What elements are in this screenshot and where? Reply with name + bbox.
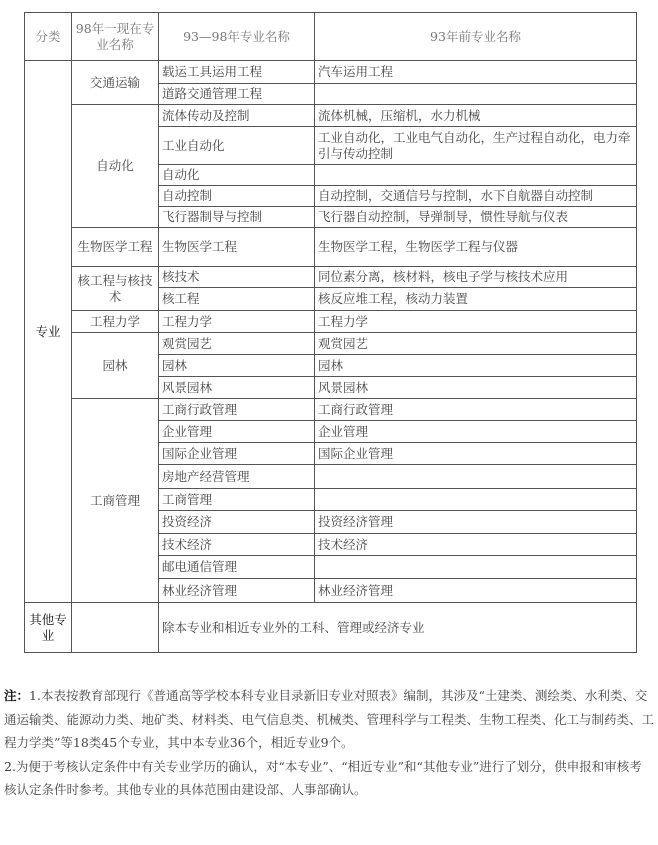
header-current-name: 98年一现在专业名称 — [72, 13, 159, 61]
note-1-text: 1.本表按教育部现行《普通高等学校本科专业目录新旧专业对照表》编制，其涉及“土建类、测绘类、水利类、交通运输类、能源动力类、地矿类、材料类、电气信息类、机械类、管理科学与工程类、生物工程类、化工与制药类、工程力学类”等18类45个专业，其中本专业36个，相近专业9个。 — [4, 688, 655, 750]
major-pre-93: 工程力学 — [315, 311, 637, 333]
group-name: 自动化 — [72, 105, 159, 228]
major-comparison-table — [24, 12, 637, 653]
major-93-98: 企业管理 — [159, 421, 315, 443]
major-pre-93: 技术经济 — [315, 534, 637, 556]
major-93-98: 观赏园艺 — [159, 333, 315, 355]
major-93-98: 核工程 — [159, 288, 315, 311]
major-93-98: 流体传动及控制 — [159, 105, 315, 127]
major-93-98: 载运工具运用工程 — [159, 61, 315, 84]
major-93-98: 房地产经营管理 — [159, 465, 315, 489]
group-name: 交通运输 — [72, 61, 159, 105]
group-name: 核工程与核技术 — [72, 267, 159, 311]
major-93-98: 道路交通管理工程 — [159, 84, 315, 105]
header-row — [25, 13, 637, 61]
table-row — [25, 267, 637, 288]
major-pre-93: 林业经济管理 — [315, 579, 637, 603]
major-93-98: 园林 — [159, 355, 315, 377]
major-93-98: 国际企业管理 — [159, 443, 315, 465]
table-row — [25, 228, 637, 267]
note-2: 2.为便于考核认定条件中有关专业学历的确认，对“本专业”、“相近专业”和“其他专业”进行了划分，供申报和审核考核认定条件时参考。其他专业的具体范围由建设部、人事部确认。 — [4, 758, 642, 797]
major-93-98: 生物医学工程 — [159, 228, 315, 267]
major-93-98: 飞行器制导与控制 — [159, 207, 315, 228]
table-row — [25, 61, 637, 84]
major-93-98: 工商行政管理 — [159, 399, 315, 421]
major-93-98: 林业经济管理 — [159, 579, 315, 603]
notes-label: 注： — [4, 688, 30, 703]
note-1 — [4, 684, 654, 755]
table-row — [25, 399, 637, 421]
group-name: 工商管理 — [72, 399, 159, 603]
table-body — [25, 61, 637, 653]
major-93-98: 核技术 — [159, 267, 315, 288]
group-name: 园林 — [72, 333, 159, 399]
major-pre-93 — [315, 165, 637, 186]
major-93-98: 工程力学 — [159, 311, 315, 333]
table-row — [25, 105, 637, 127]
category-main: 专业 — [25, 61, 72, 603]
notes-section — [4, 684, 654, 802]
group-name: 生物医学工程 — [72, 228, 159, 267]
major-pre-93: 流体机械，压缩机，水力机械 — [315, 105, 637, 127]
major-pre-93 — [315, 84, 637, 105]
header-category: 分类 — [25, 13, 72, 61]
major-93-98: 投资经济 — [159, 511, 315, 534]
major-pre-93: 观赏园艺 — [315, 333, 637, 355]
major-pre-93: 国际企业管理 — [315, 443, 637, 465]
major-pre-93 — [315, 489, 637, 511]
major-93-98: 自动化 — [159, 165, 315, 186]
major-93-98: 技术经济 — [159, 534, 315, 556]
other-description: 除本专业和相近专业外的工科、管理或经济专业 — [159, 603, 637, 653]
major-93-98: 风景园林 — [159, 377, 315, 399]
other-row — [25, 603, 637, 653]
major-pre-93: 同位素分离，核材料，核电子学与核技术应用 — [315, 267, 637, 288]
major-pre-93: 核反应堆工程，核动力装置 — [315, 288, 637, 311]
major-93-98: 自动控制 — [159, 186, 315, 207]
category-other: 其他专业 — [25, 603, 72, 653]
major-pre-93: 企业管理 — [315, 421, 637, 443]
header-93-98-name: 93—98年专业名称 — [159, 13, 315, 61]
table-row — [25, 333, 637, 355]
major-pre-93 — [315, 556, 637, 579]
major-93-98: 工业自动化 — [159, 127, 315, 165]
other-empty-cell — [72, 603, 159, 653]
major-pre-93: 汽车运用工程 — [315, 61, 637, 84]
group-name: 工程力学 — [72, 311, 159, 333]
table-row — [25, 311, 637, 333]
major-pre-93: 工业自动化，工业电气自动化，生产过程自动化，电力牵引与传动控制 — [315, 127, 637, 165]
major-pre-93: 工商行政管理 — [315, 399, 637, 421]
major-pre-93: 投资经济管理 — [315, 511, 637, 534]
major-93-98: 工商管理 — [159, 489, 315, 511]
major-pre-93: 风景园林 — [315, 377, 637, 399]
header-pre93-name: 93年前专业名称 — [315, 13, 637, 61]
major-pre-93 — [315, 465, 637, 489]
major-93-98: 邮电通信管理 — [159, 556, 315, 579]
major-pre-93: 园林 — [315, 355, 637, 377]
major-pre-93: 飞行器自动控制，导弹制导，惯性导航与仪表 — [315, 207, 637, 228]
major-pre-93: 生物医学工程，生物医学工程与仪器 — [315, 228, 637, 267]
major-pre-93: 自动控制，交通信号与控制，水下自航器自动控制 — [315, 186, 637, 207]
